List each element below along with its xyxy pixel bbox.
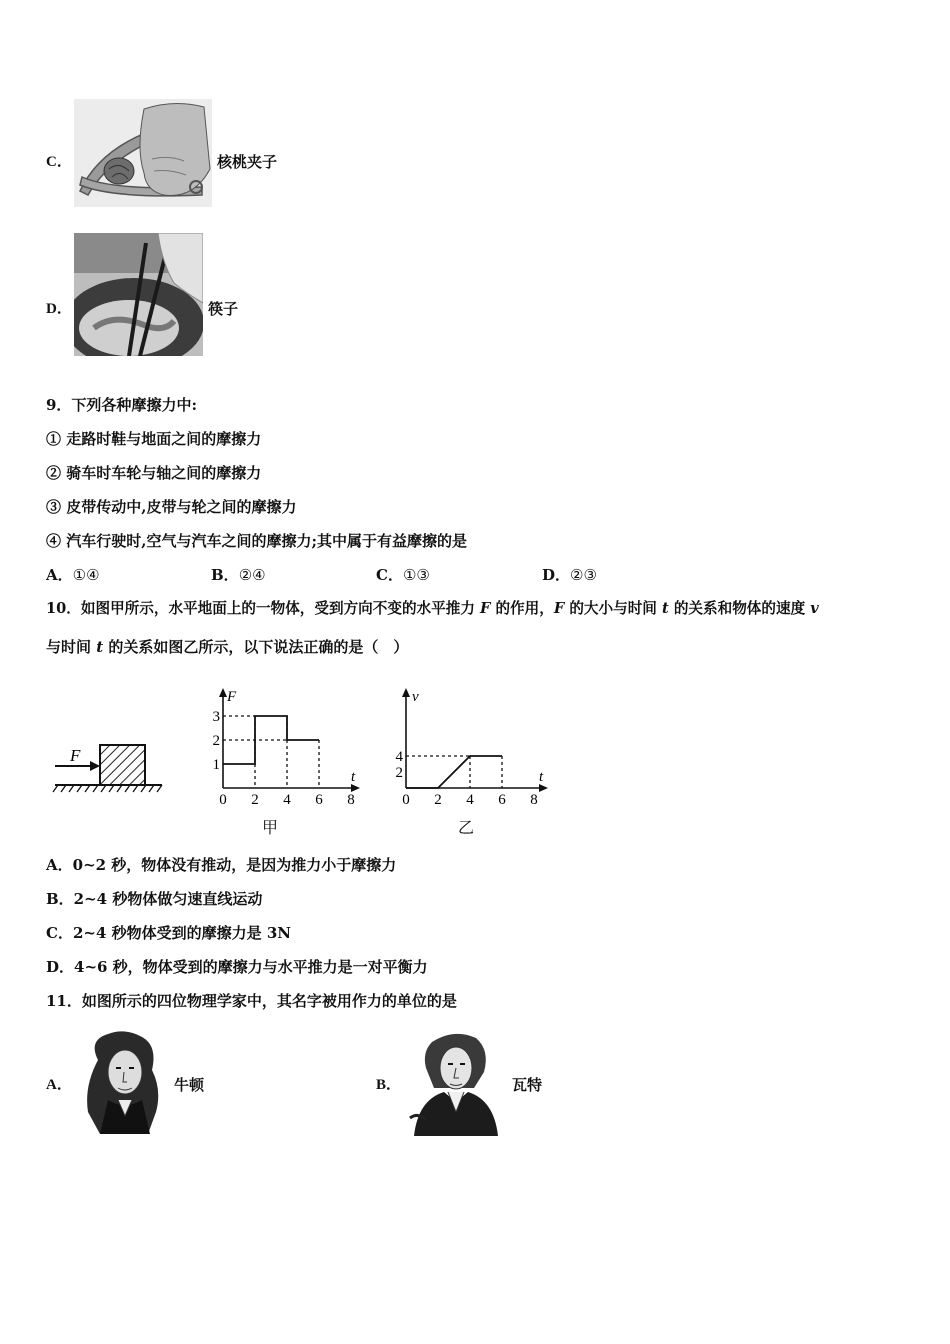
jia-x-tick-2: 2: [251, 792, 259, 808]
graph-jia: [205, 685, 365, 815]
yi-y-axis-label: v: [412, 689, 419, 705]
q11-option-b-caption: 瓦特: [512, 1076, 543, 1094]
jia-x-tick-8: 8: [347, 792, 355, 808]
jia-y-tick-3: 3: [212, 709, 220, 725]
option-c-label: C．: [46, 154, 72, 170]
q11-stem: 11．如图所示的四位物理学家中，其名字被用作力的单位的是: [46, 992, 457, 1010]
watt-portrait-icon: [404, 1028, 504, 1136]
graph-yi-caption: 乙: [458, 818, 475, 837]
q9-option-a: A．①④: [46, 566, 100, 584]
yi-data-line: [406, 756, 502, 788]
q9-item-3: ③ 皮带传动中,皮带与轮之间的摩擦力: [46, 498, 297, 516]
yi-y-tick-4: 4: [395, 749, 403, 765]
jia-x-tick-0: 0: [219, 792, 227, 808]
jia-x-tick-6: 6: [315, 792, 323, 808]
force-label: F: [70, 746, 81, 765]
q10-option-d: D．4~6 秒，物体受到的摩擦力与水平推力是一对平衡力: [46, 958, 428, 976]
graph-yi: [388, 685, 553, 815]
jia-y-tick-2: 2: [212, 733, 220, 749]
q10-stem-line-1: 10．如图甲所示，水平地面上的一物体，受到方向不变的水平推力 F 的作用，F 的大小与时间 t 的关系和物体的速度 v: [46, 600, 819, 617]
jia-y-axis-label: F: [227, 689, 237, 705]
q9-item-1: ① 走路时鞋与地面之间的摩擦力: [46, 430, 262, 448]
q9-option-b: B．②④: [211, 566, 266, 584]
q10-option-c: C．2~4 秒物体受到的摩擦力是 3N: [46, 924, 291, 942]
q9-option-d: D．②③: [542, 566, 597, 584]
yi-x-axis-label: t: [539, 769, 544, 785]
yi-x-tick-0: 0: [402, 792, 410, 808]
q10-stem-line-2: 与时间 t 的关系如图乙所示，以下说法正确的是（ ）: [46, 638, 409, 656]
q9-stem: 9．下列各种摩擦力中:: [46, 396, 197, 414]
option-d-label: D．: [46, 301, 72, 317]
q11-option-b-label: B．: [376, 1077, 402, 1093]
yi-y-tick-2: 2: [395, 765, 403, 781]
chopsticks-photo-icon: [74, 233, 203, 356]
yi-x-tick-6: 6: [498, 792, 506, 808]
q10-option-b: B．2~4 秒物体做匀速直线运动: [46, 890, 263, 908]
yi-x-tick-4: 4: [466, 792, 474, 808]
q9-item-2: ② 骑车时车轮与轴之间的摩擦力: [46, 464, 262, 482]
jia-x-tick-4: 4: [283, 792, 291, 808]
block-on-ground-diagram: [50, 735, 170, 800]
jia-x-axis-label: t: [351, 769, 356, 785]
option-d-caption: 筷子: [208, 300, 239, 318]
newton-portrait-icon: [78, 1030, 170, 1134]
q10-option-a: A．0~2 秒，物体没有推动，是因为推力小于摩擦力: [46, 856, 397, 874]
graph-jia-caption: 甲: [262, 818, 279, 837]
q11-option-a-label: A．: [46, 1077, 72, 1093]
walnut-cracker-photo-icon: [74, 99, 212, 207]
q9-item-4: ④ 汽车行驶时,空气与汽车之间的摩擦力;其中属于有益摩擦的是: [46, 532, 467, 550]
q9-option-c: C．①③: [376, 566, 430, 584]
jia-y-tick-1: 1: [212, 757, 220, 773]
yi-x-tick-2: 2: [434, 792, 442, 808]
yi-x-tick-8: 8: [530, 792, 538, 808]
q11-option-a-caption: 牛顿: [174, 1076, 205, 1094]
option-c-caption: 核桃夹子: [217, 153, 278, 171]
